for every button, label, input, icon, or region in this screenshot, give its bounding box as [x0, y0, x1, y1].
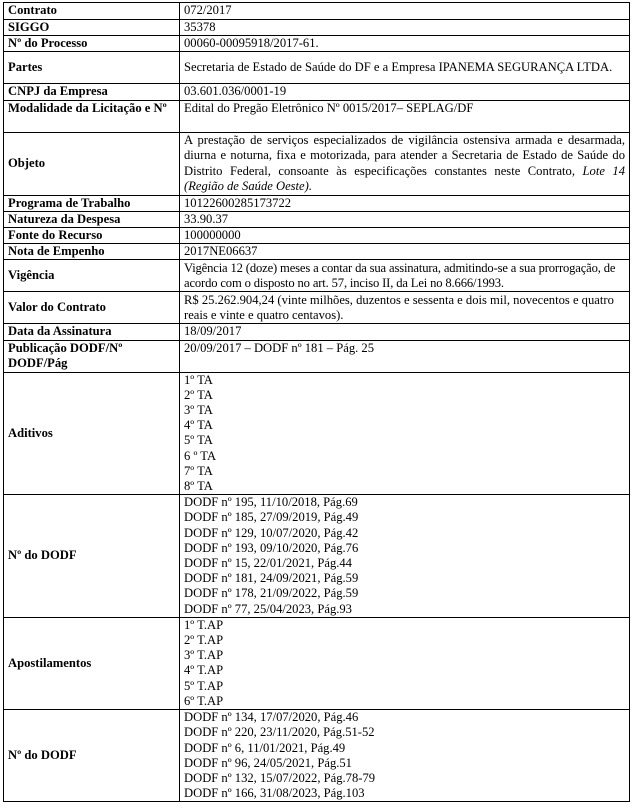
value-vigencia: Vigência 12 (doze) meses a contar da sua assinatura, admitindo-se a sua prorrogação, de acordo com o disposto no art. 57, inciso II, da Lei no 8.666/1993. [180, 260, 630, 292]
row-programa [4, 195, 630, 211]
aditivo-item: 1º TA [184, 372, 213, 387]
value-siggo: 35378 [180, 20, 630, 36]
dodf-item: DODF nº 166, 31/08/2023, Pág.103 [184, 786, 365, 801]
value-dodf-aditivos [180, 495, 630, 618]
row-contrato [4, 3, 630, 20]
dodf-item: DODF nº 129, 10/07/2020, Pág.42 [184, 525, 359, 540]
value-apostilamentos [180, 617, 630, 709]
label-cnpj: CNPJ da Empresa [4, 84, 180, 100]
label-valor: Valor do Contrato [4, 292, 180, 324]
dodf-item: DODF nº 193, 09/10/2020, Pág.76 [184, 540, 359, 555]
row-processo [4, 36, 630, 52]
value-publicacao: 20/09/2017 – DODF nº 181 – Pág. 25 [180, 340, 630, 372]
aditivo-item: 2º TA [184, 387, 213, 402]
objeto-text: A prestação de serviços especializados de vigilância ostensiva armada e desarmada, diurna e noturna, fixa e motorizada, para atender a Secretaria de Estado de Saúde do Distrito Federal, consoante às especificações constantes neste Contrato, [184, 133, 625, 178]
row-valor [4, 292, 630, 324]
value-aditivos [180, 372, 630, 495]
label-aditivos: Aditivos [4, 372, 180, 495]
value-programa: 10122600285173722 [180, 195, 630, 211]
dodf-item: DODF nº 132, 15/07/2022, Pág.78-79 [184, 770, 376, 785]
row-siggo [4, 20, 630, 36]
value-cnpj: 03.601.036/0001-19 [180, 84, 630, 100]
row-partes [4, 52, 630, 84]
partes-company: IPANEMA SEGURANÇA LTDA. [438, 60, 613, 75]
value-assinatura: 18/09/2017 [180, 324, 630, 340]
label-processo: Nº do Processo [4, 36, 180, 52]
value-processo: 00060-00095918/2017-61. [180, 36, 630, 52]
label-dodf-apostilamentos: Nº do DODF [4, 710, 180, 802]
apostilamento-item: 1º T.AP [184, 617, 224, 632]
label-apostilamentos: Apostilamentos [4, 617, 180, 709]
label-siggo: SIGGO [4, 20, 180, 36]
row-modalidade [4, 100, 630, 132]
apostilamento-item: 5º T.AP [184, 678, 224, 693]
row-publicacao [4, 340, 630, 372]
label-vigencia: Vigência [4, 260, 180, 292]
dodf-item: DODF nº 195, 11/10/2018, Pág.69 [184, 495, 358, 510]
dodf-item: DODF nº 6, 11/01/2021, Pág.49 [184, 740, 346, 755]
aditivo-item: 6 º TA [184, 448, 217, 463]
dodf-item: DODF nº 220, 23/11/2020, Pág.51-52 [184, 725, 375, 740]
aditivo-item: 3º TA [184, 403, 213, 418]
label-partes: Partes [4, 52, 180, 84]
dodf-item: DODF nº 181, 24/09/2021, Pág.59 [184, 571, 359, 586]
apostilamento-item: 2º T.AP [184, 633, 224, 648]
dodf-item: DODF nº 185, 27/09/2019, Pág.49 [184, 510, 359, 525]
value-modalidade: Edital do Pregão Eletrônico Nº 0015/2017– SEPLAG/DF [180, 100, 630, 132]
label-fonte: Fonte do Recurso [4, 228, 180, 244]
dodf-item: DODF nº 15, 22/01/2021, Pág.44 [184, 556, 352, 571]
aditivo-item: 7º TA [184, 463, 213, 478]
row-natureza [4, 211, 630, 227]
row-dodf-aditivos [4, 495, 630, 618]
label-modalidade: Modalidade da Licitação e Nº [4, 100, 180, 132]
dodf-item: DODF nº 178, 21/09/2022, Pág.59 [184, 586, 359, 601]
label-contrato: Contrato [4, 3, 180, 20]
label-natureza: Natureza da Despesa [4, 211, 180, 227]
label-programa: Programa de Trabalho [4, 195, 180, 211]
row-objeto [4, 132, 630, 195]
dodf-item: DODF nº 77, 25/04/2023, Pág.93 [184, 601, 352, 616]
label-assinatura: Data da Assinatura [4, 324, 180, 340]
label-objeto: Objeto [4, 132, 180, 195]
label-dodf-aditivos: Nº do DODF [4, 495, 180, 618]
objeto-lote: Lote 14 (Região de Saúde Oeste). [184, 163, 625, 193]
value-dodf-apostilamentos [180, 710, 630, 802]
aditivo-item: 8º TA [184, 479, 213, 494]
dodf-item: DODF nº 96, 24/05/2021, Pág.51 [184, 755, 352, 770]
dodf-item: DODF nº 134, 17/07/2020, Pág.46 [184, 710, 359, 725]
apostilamento-item: 4º T.AP [184, 663, 224, 678]
aditivo-item: 5º TA [184, 433, 213, 448]
value-natureza: 33.90.37 [180, 211, 630, 227]
row-assinatura [4, 324, 630, 340]
row-cnpj [4, 84, 630, 100]
row-empenho [4, 244, 630, 260]
partes-text: Secretaria de Estado de Saúde do DF e a Empresa [184, 60, 439, 75]
row-dodf-apostilamentos [4, 710, 630, 802]
value-partes [180, 52, 630, 84]
contract-table [3, 2, 630, 802]
row-apostilamentos [4, 617, 630, 709]
apostilamento-item: 3º T.AP [184, 648, 224, 663]
apostilamento-item: 6º T.AP [184, 693, 224, 708]
label-publicacao: Publicação DODF/Nº DODF/Pág [4, 340, 180, 372]
value-valor: R$ 25.262.904,24 (vinte milhões, duzentos e sessenta e dois mil, novecentos e quatro reais e vinte e quatro centavos). [180, 292, 630, 324]
row-aditivos [4, 372, 630, 495]
value-objeto [180, 132, 630, 195]
value-contrato: 072/2017 [180, 3, 630, 20]
value-fonte: 100000000 [180, 228, 630, 244]
label-empenho: Nota de Empenho [4, 244, 180, 260]
value-empenho: 2017NE06637 [180, 244, 630, 260]
aditivo-item: 4º TA [184, 418, 213, 433]
row-vigencia [4, 260, 630, 292]
row-fonte [4, 228, 630, 244]
